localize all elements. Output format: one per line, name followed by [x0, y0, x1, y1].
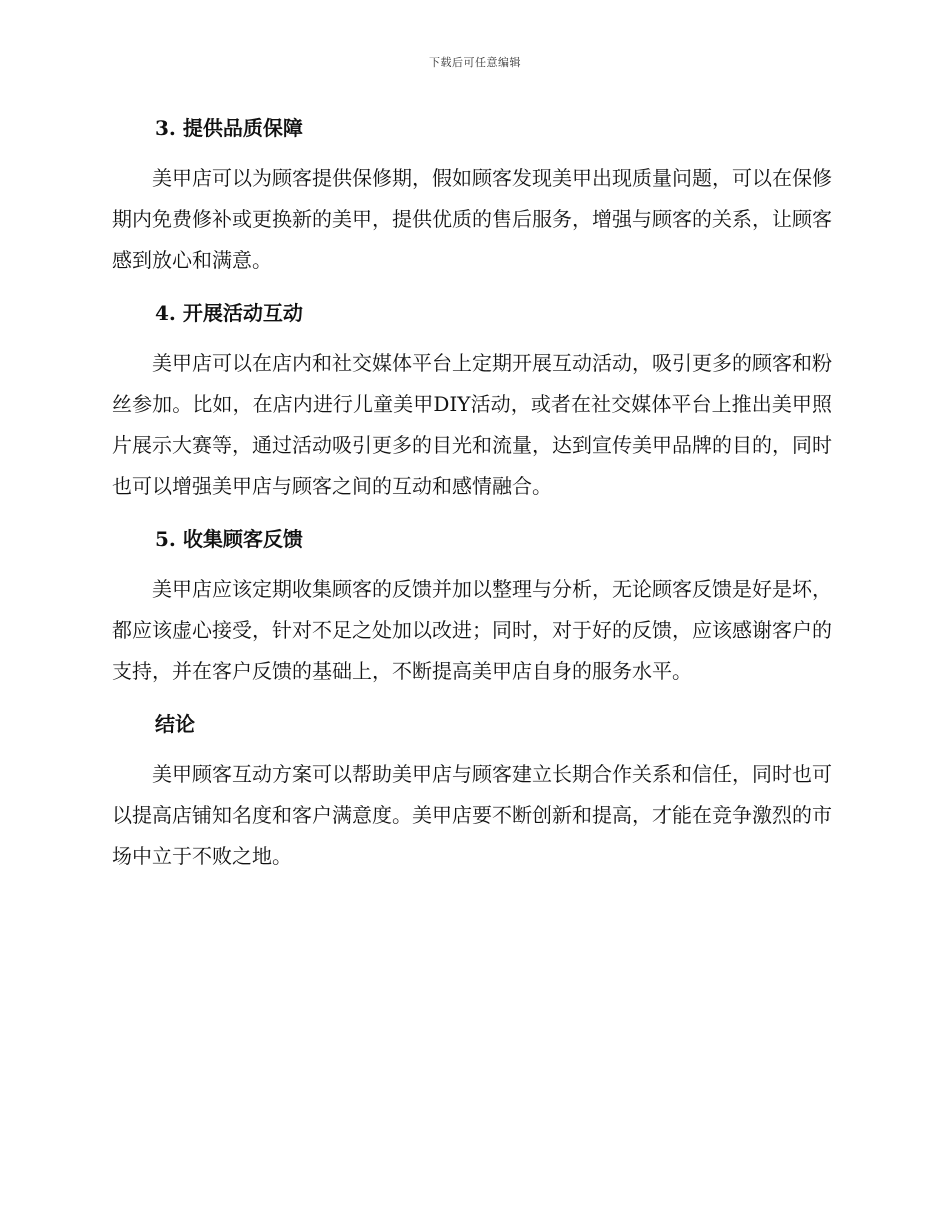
section-heading-quality-guarantee: 3. 提供品质保障 — [155, 116, 303, 140]
section-heading-feedback: 5. 收集顾客反馈 — [155, 527, 303, 551]
section-heading-conclusion: 结论 — [155, 712, 195, 736]
section-paragraph-quality-guarantee: 美甲店可以为顾客提供保修期，假如顾客发现美甲出现质量问题，可以在保修期内免费修补或更换新的美甲，提供优质的售后服务，增强与顾客的关系，让顾客感到放心和满意。 — [112, 166, 832, 272]
section-paragraph-feedback: 美甲店应该定期收集顾客的反馈并加以整理与分析，无论顾客反馈是好是坏，都应该虚心接受，针对不足之处加以改进；同时，对于好的反馈，应该感谢客户的支持，并在客户反馈的基础上，不断提高美甲店自身的服务水平。 — [112, 577, 832, 683]
section-heading-activities: 4. 开展活动互动 — [155, 301, 303, 325]
section-paragraph-activities: 美甲店可以在店内和社交媒体平台上定期开展互动活动，吸引更多的顾客和粉丝参加。比如，在店内进行儿童美甲DIY活动，或者在社交媒体平台上推出美甲照片展示大赛等，通过活动吸引更多的目光和流量，达到宣传美甲品牌的目的，同时也可以增强美甲店与顾客之间的互动和感情融合。 — [112, 351, 832, 498]
document-body — [112, 108, 832, 889]
section-paragraph-conclusion: 美甲顾客互动方案可以帮助美甲店与顾客建立长期合作关系和信任，同时也可以提高店铺知名度和客户满意度。美甲店要不断创新和提高，才能在竞争激烈的市场中立于不败之地。 — [112, 762, 832, 868]
page-header: 下载后可任意编辑 — [429, 56, 521, 69]
